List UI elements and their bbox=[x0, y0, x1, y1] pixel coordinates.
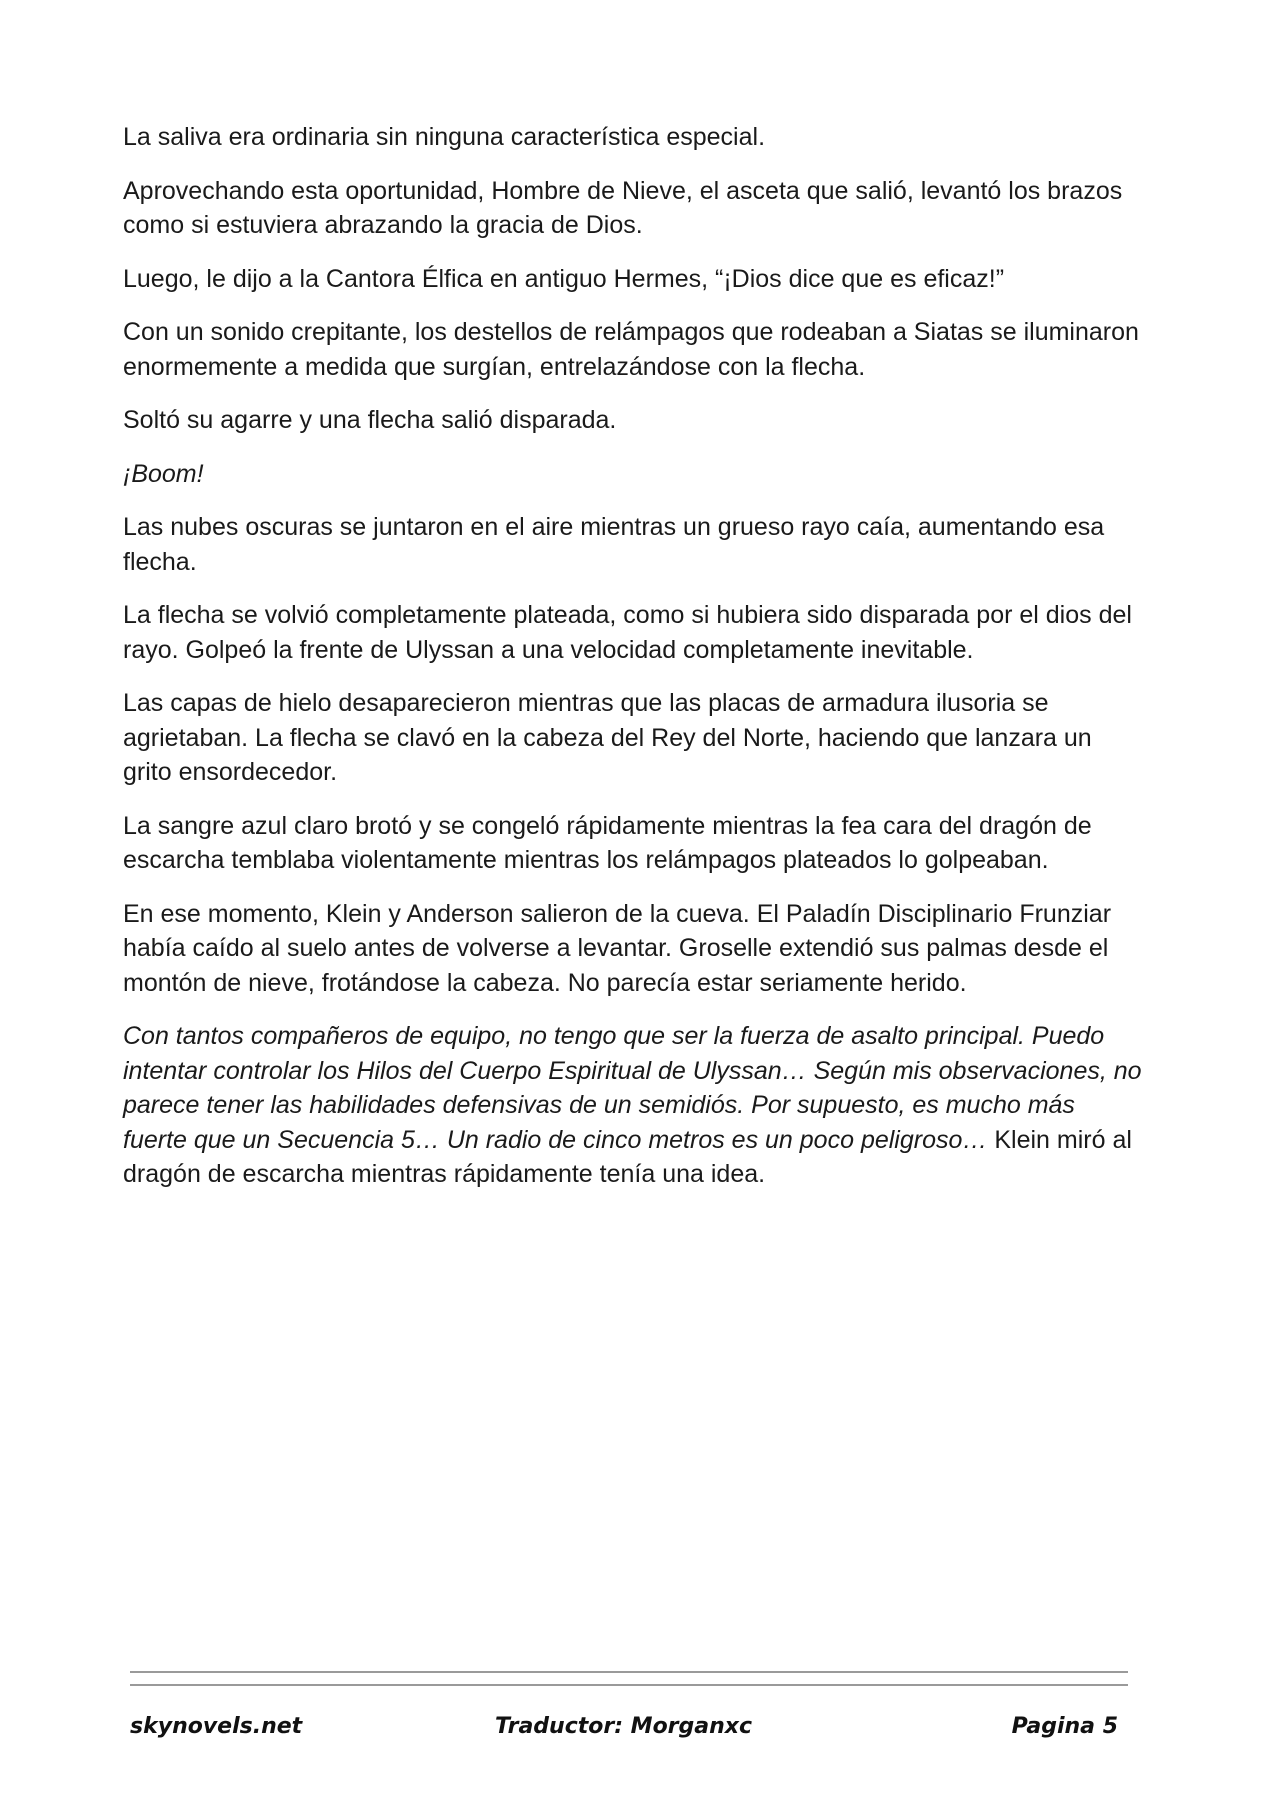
paragraph bbox=[123, 262, 1143, 297]
paragraph bbox=[123, 174, 1143, 243]
text-run: Las capas de hielo desaparecieron mientras que las placas de armadura ilusoria se agrietaban. La flecha se clavó en la cabeza del Rey del Norte, haciendo que lanzara un grito ensordecedor. bbox=[123, 689, 1092, 786]
body-text bbox=[123, 120, 1143, 1211]
italic-text-run: Con tantos compañeros de equipo, no tengo que ser la fuerza de asalto principal. Puedo intentar controlar los Hilos del Cuerpo Espiritual de Ulyssan… Según mis observaciones, no parece tener las habilidades defensivas de un semidiós. Por supuesto, es mucho más fuerte que un Secuencia 5… Un radio de cinco metros es un poco peligroso… bbox=[123, 1022, 1142, 1154]
footer-rule-bottom bbox=[130, 1684, 1128, 1686]
footer-page-number: Pagina 5 bbox=[1011, 1714, 1118, 1739]
paragraph bbox=[123, 120, 1143, 155]
footer-translator: Traductor: Morganxc bbox=[495, 1714, 753, 1739]
paragraph bbox=[123, 315, 1143, 384]
paragraph bbox=[123, 598, 1143, 667]
page-footer bbox=[130, 1714, 1128, 1748]
paragraph bbox=[123, 809, 1143, 878]
text-run: Aprovechando esta oportunidad, Hombre de Nieve, el asceta que salió, levantó los brazos como si estuviera abrazando la gracia de Dios. bbox=[123, 176, 1123, 239]
paragraph bbox=[123, 457, 1143, 492]
text-run: La sangre azul claro brotó y se congeló rápidamente mientras la fea cara del dragón de escarcha temblaba violentamente mientras los relámpagos plateados lo golpeaban. bbox=[123, 811, 1092, 874]
text-run: Las nubes oscuras se juntaron en el aire mientras un grueso rayo caía, aumentando esa flecha. bbox=[123, 513, 1105, 576]
text-run: Soltó su agarre y una flecha salió disparada. bbox=[123, 406, 617, 434]
footer-rule-top bbox=[130, 1671, 1128, 1673]
text-run: En ese momento, Klein y Anderson salieron de la cueva. El Paladín Disciplinario Frunziar había caído al suelo antes de volverse a levantar. Groselle extendió sus palmas desde el montón de nieve, frotándose la cabeza. No parecía estar seriamente herido. bbox=[123, 899, 1112, 997]
text-run: Luego, le dijo a la Cantora Élfica en antiguo Hermes, “¡Dios dice que es eficaz!” bbox=[123, 264, 1005, 293]
text-run: La flecha se volvió completamente plateada, como si hubiera sido disparada por el dios del rayo. Golpeó la frente de Ulyssan a una velocidad completamente inevitable. bbox=[123, 601, 1132, 664]
italic-text-run: ¡Boom! bbox=[123, 459, 204, 488]
footer-site: skynovels.net bbox=[130, 1714, 303, 1739]
text-run: Con un sonido crepitante, los destellos de relámpagos que rodeaban a Siatas se iluminaron enormemente a medida que surgían, entrelazándose con la flecha. bbox=[123, 318, 1139, 381]
paragraph bbox=[123, 897, 1143, 1001]
paragraph bbox=[123, 510, 1143, 579]
paragraph bbox=[123, 686, 1143, 790]
text-run: Klein miró al dragón de escarcha mientras rápidamente tenía una idea. bbox=[123, 1125, 1132, 1188]
paragraph bbox=[123, 1019, 1143, 1192]
paragraph bbox=[123, 403, 1143, 438]
text-run: La saliva era ordinaria sin ninguna característica especial. bbox=[123, 123, 766, 151]
